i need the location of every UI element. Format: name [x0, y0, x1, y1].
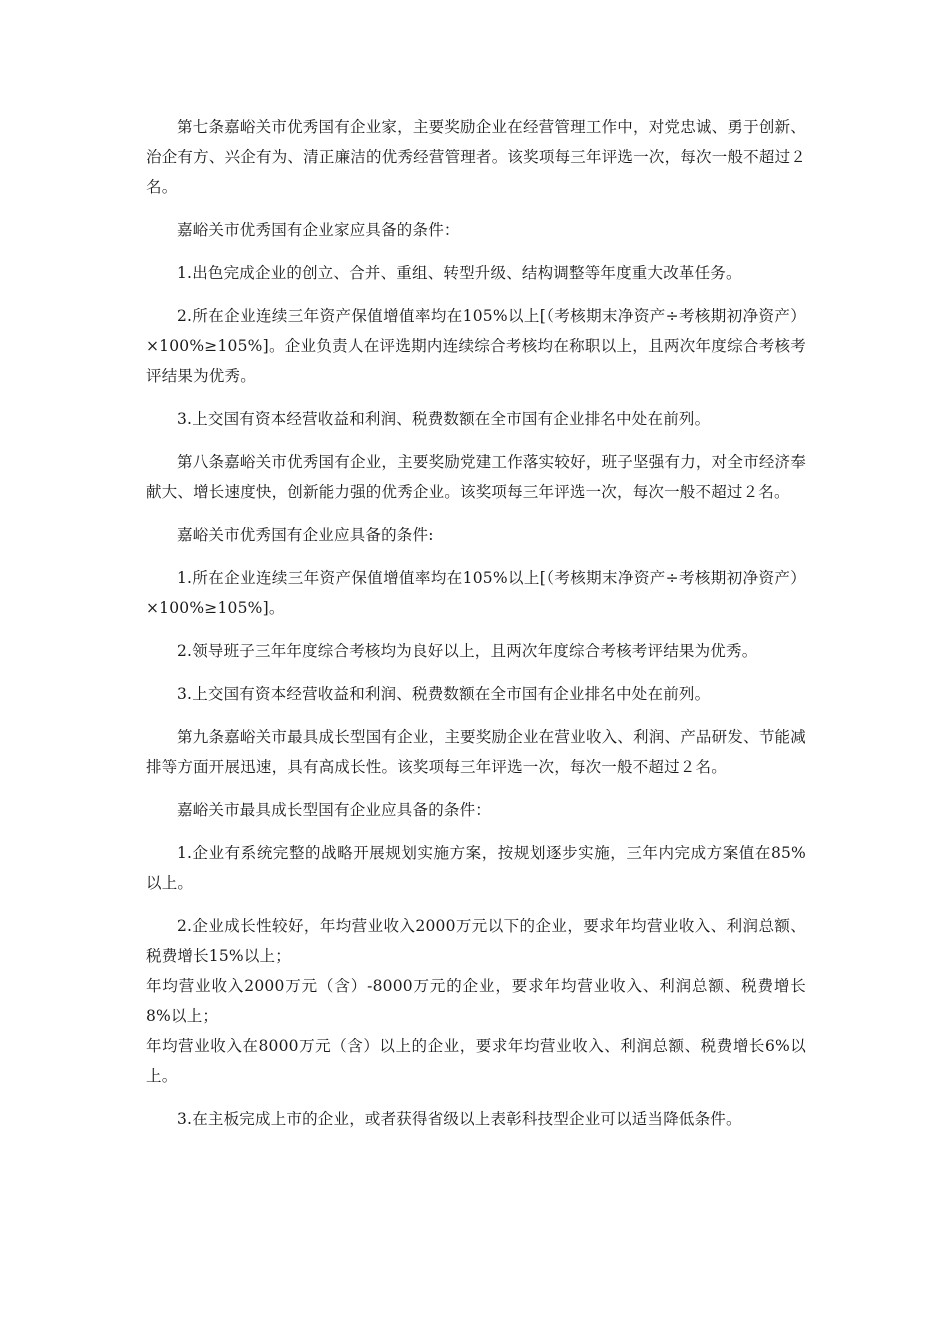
article-8-condition-1: 1.所在企业连续三年资产保值增值率均在105%以上[（考核期末净资产÷考核期初净资产）×100%≥105%]。	[146, 569, 806, 617]
article-9-condition-1: 1.企业有系统完整的战略开展规划实施方案，按规划逐步实施，三年内完成方案值在85%以上。	[146, 844, 806, 892]
article-8-paragraph: 第八条嘉峪关市优秀国有企业，主要奖励党建工作落实较好，班子坚强有力，对全市经济奉献大、增长速度快，创新能力强的优秀企业。该奖项每三年评选一次，每次一般不超过２名。	[146, 453, 806, 501]
article-8-condition-3: 3.上交国有资本经营收益和利润、税费数额在全市国有企业排名中处在前列。	[177, 685, 711, 703]
document-page	[146, 112, 806, 1147]
article-8-conditions-heading: 嘉峪关市优秀国有企业应具备的条件:	[177, 526, 434, 544]
article-9-condition-2: 2.企业成长性较好，年均营业收入2000万元以下的企业，要求年均营业收入、利润总额、税费增长15%以上；	[146, 917, 806, 965]
article-9-condition-3: 3.在主板完成上市的企业，或者获得省级以上表彰科技型企业可以适当降低条件。	[177, 1110, 742, 1128]
article-7-condition-2: 2.所在企业连续三年资产保值增值率均在105%以上[（考核期末净资产÷考核期初净资产）×100%≥105%]。企业负责人在评选期内连续综合考核均在称职以上，且两次年度综合考核考评结果为优秀。	[146, 307, 806, 385]
article-7-paragraph: 第七条嘉峪关市优秀国有企业家，主要奖励企业在经营管理工作中，对党忠诚、勇于创新、治企有方、兴企有为、清正廉洁的优秀经营管理者。该奖项每三年评选一次，每次一般不超过２名。	[146, 118, 806, 196]
article-9-condition-2-tier-3: 年均营业收入在8000万元（含）以上的企业，要求年均营业收入、利润总额、税费增长6%以上。	[146, 1037, 806, 1085]
article-9-conditions-heading: 嘉峪关市最具成长型国有企业应具备的条件：	[177, 801, 492, 819]
article-7-condition-1: 1.出色完成企业的创立、合并、重组、转型升级、结构调整等年度重大改革任务。	[177, 264, 742, 282]
article-9-condition-2-tier-2: 年均营业收入2000万元（含）-8000万元的企业，要求年均营业收入、利润总额、税费增长8%以上；	[146, 977, 806, 1025]
article-9-paragraph: 第九条嘉峪关市最具成长型国有企业，主要奖励企业在营业收入、利润、产品研发、节能减排等方面开展迅速，具有高成长性。该奖项每三年评选一次，每次一般不超过２名。	[146, 728, 806, 776]
article-7-condition-3: 3.上交国有资本经营收益和利润、税费数额在全市国有企业排名中处在前列。	[177, 410, 711, 428]
article-8-condition-2: 2.领导班子三年年度综合考核均为良好以上，且两次年度综合考核考评结果为优秀。	[177, 642, 758, 660]
article-7-conditions-heading: 嘉峪关市优秀国有企业家应具备的条件：	[177, 221, 460, 239]
